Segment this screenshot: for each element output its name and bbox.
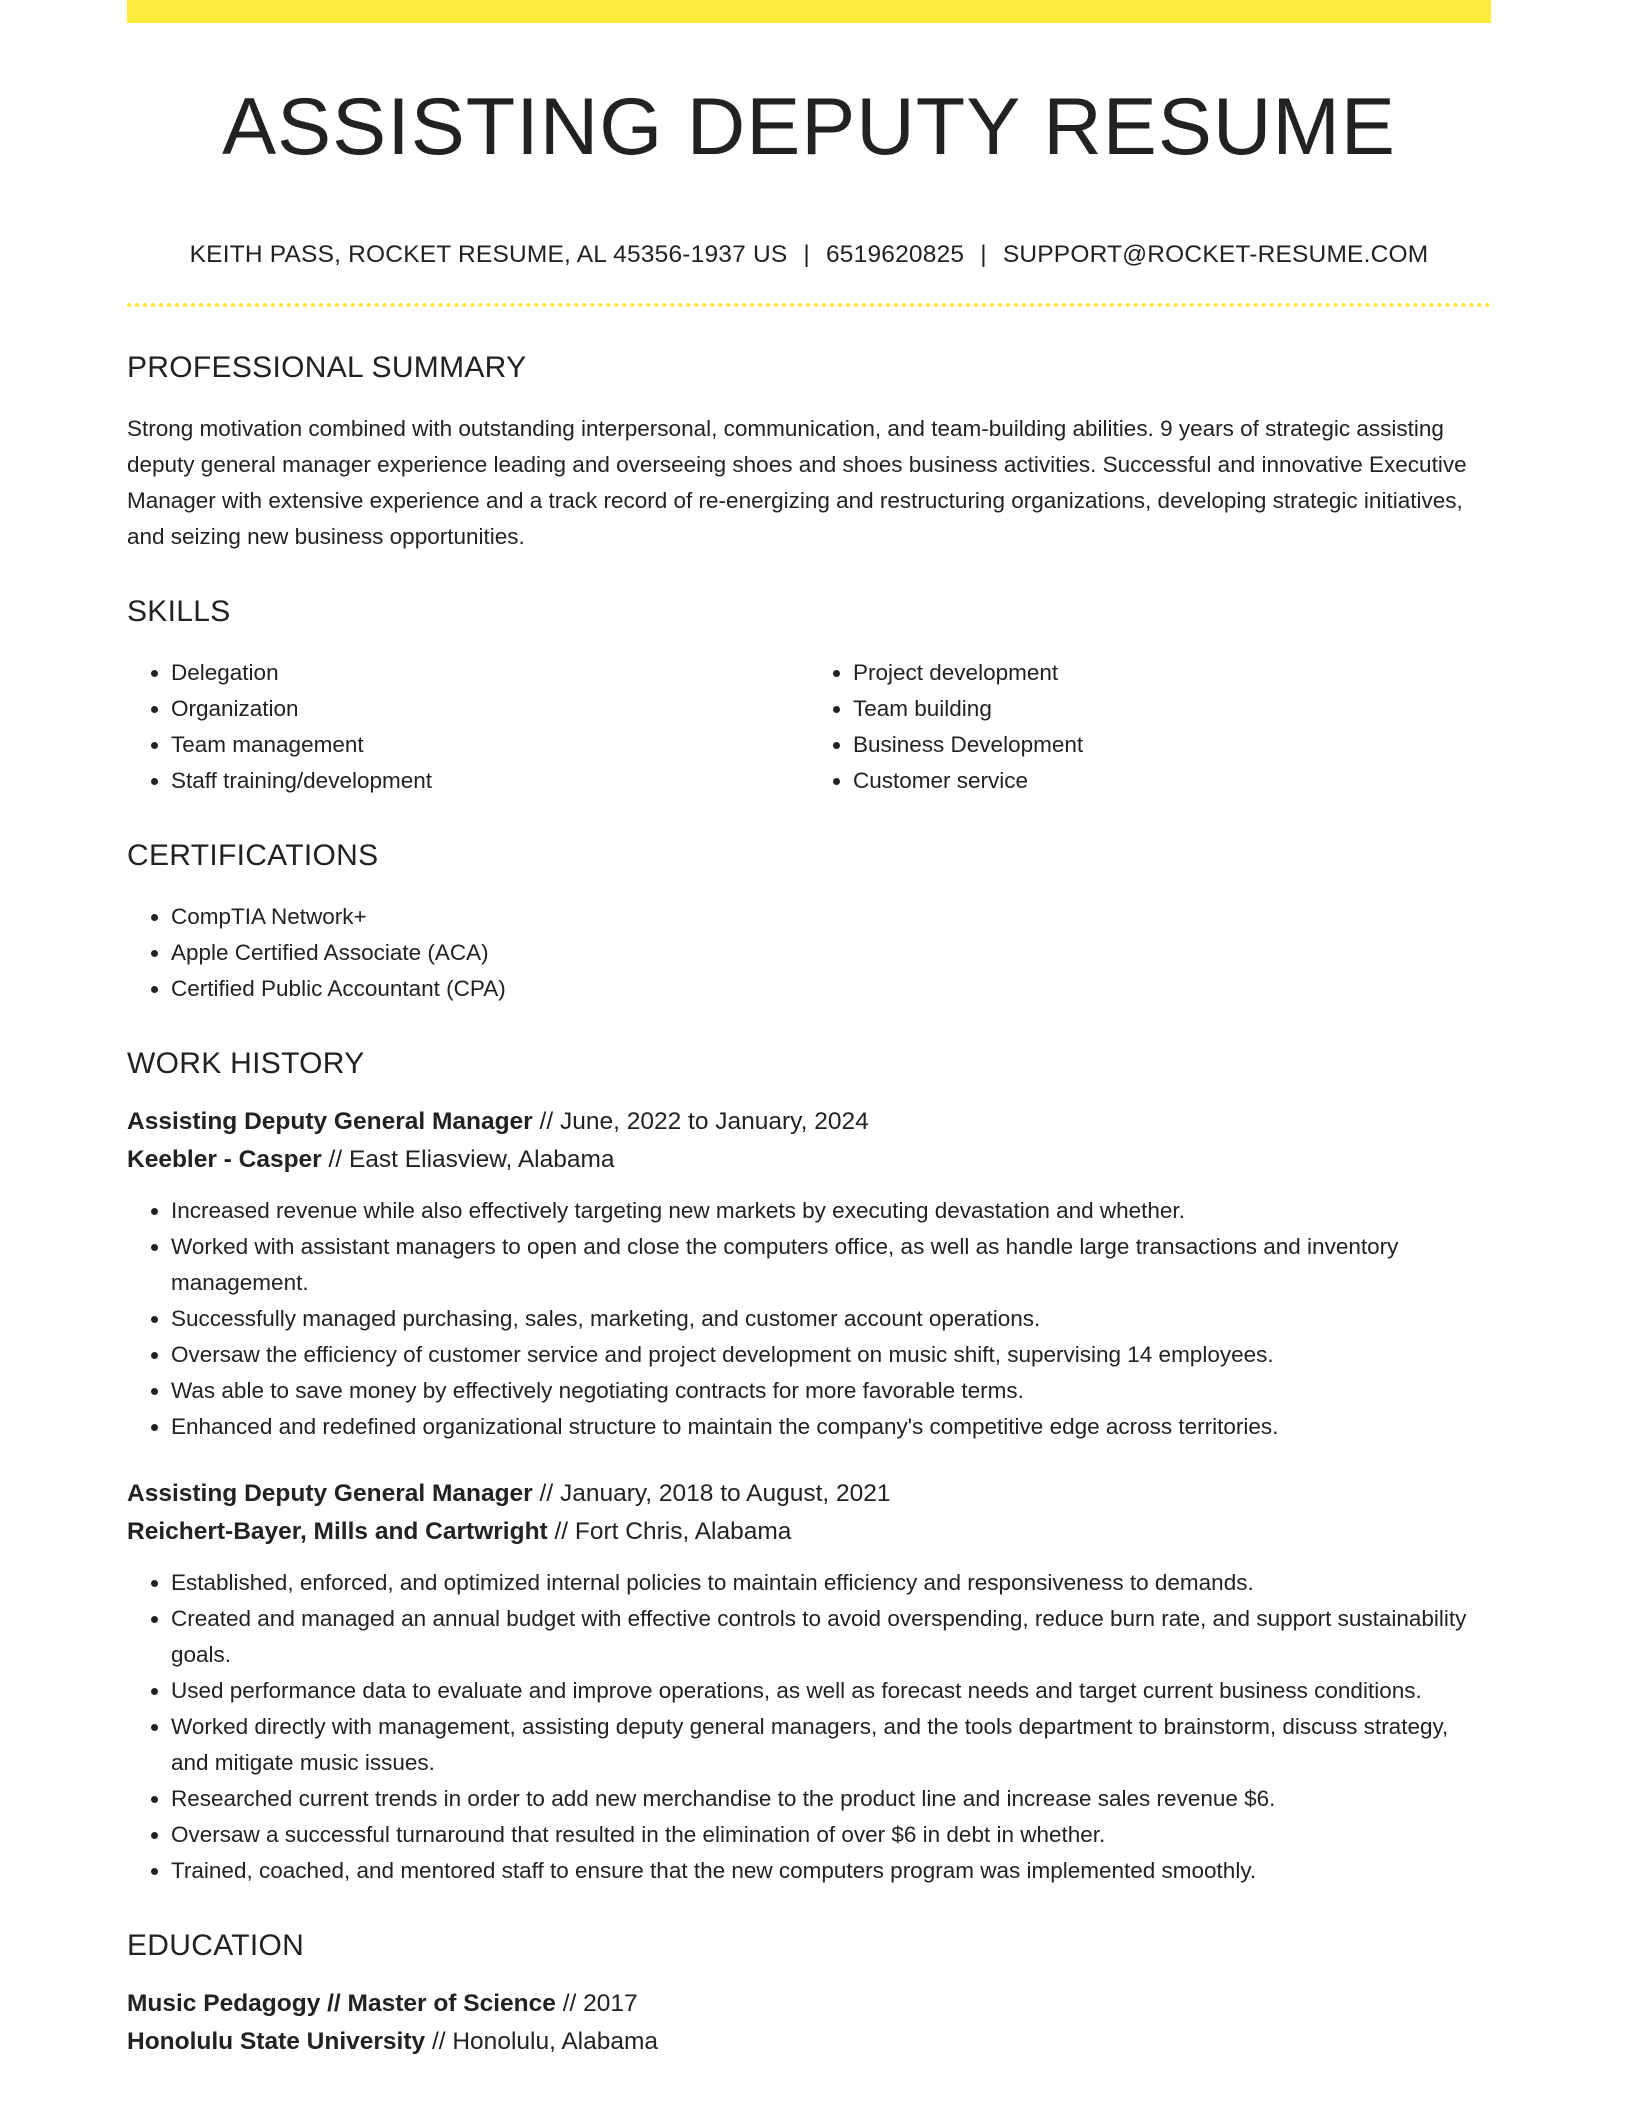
job-bullet: • Oversaw the efficiency of customer service and project development on music shift, supervising 14 employees. [171,1337,1491,1373]
job-bullet: • Created and managed an annual budget with effective controls to avoid overspending, reduce burn rate, and support sustainability goals. [171,1601,1491,1673]
certifications-heading: CERTIFICATIONS [127,839,379,872]
contact-line [127,241,1491,269]
certifications-list [127,899,1491,1007]
job-title-line [127,1475,1491,1513]
skill-item: • Team management [171,727,809,763]
contact-phone[interactable]: 6519620825 [825,241,965,268]
education-entry [127,1985,1491,2061]
skills-column-right [809,655,1491,799]
job-bullet: • Enhanced and redefined organizational structure to maintain the company's competitive edge across territories. [171,1409,1491,1445]
job-company-line [127,1513,1491,1551]
skills-column-left [127,655,809,799]
job-location: // East Eliasview, Alabama [321,1146,615,1173]
job-entry [127,1103,1491,1445]
job-bullet: • Established, enforced, and optimized internal policies to maintain efficiency and responsiveness to demands. [171,1565,1491,1601]
skill-item: • Staff training/development [171,763,809,799]
job-company: Keebler - Casper [127,1146,322,1173]
job-company-line [127,1141,1491,1179]
certification-item: • CompTIA Network+ [171,899,1491,935]
education-location: // Honolulu, Alabama [425,2028,659,2055]
accent-bar [127,0,1491,23]
certification-item: • Apple Certified Associate (ACA) [171,935,1491,971]
summary-heading: PROFESSIONAL SUMMARY [127,351,527,384]
education-school: Honolulu State University [127,2028,426,2055]
education-year: // 2017 [555,1990,638,2017]
job-bullets [127,1193,1491,1445]
job-bullets [127,1565,1491,1889]
job-title: Assisting Deputy General Manager [127,1480,533,1507]
skill-item: • Customer service [853,763,1491,799]
job-bullet: • Successfully managed purchasing, sales, marketing, and customer account operations. [171,1301,1491,1337]
skill-item: • Organization [171,691,809,727]
education-school-line [127,2023,1491,2061]
job-title-line [127,1103,1491,1141]
job-dates: // January, 2018 to August, 2021 [532,1480,891,1507]
skill-item: • Project development [853,655,1491,691]
education-degree: Music Pedagogy // Master of Science [127,1990,556,2017]
resume-page [127,0,1491,2061]
skill-item: • Delegation [171,655,809,691]
job-bullet: • Researched current trends in order to add new merchandise to the product line and increase sales revenue $6. [171,1781,1491,1817]
certification-item: • Certified Public Accountant (CPA) [171,971,1491,1007]
job-bullet: • Increased revenue while also effectively targeting new markets by executing devastation and whether. [171,1193,1491,1229]
job-bullet: • Used performance data to evaluate and improve operations, as well as forecast needs and target current business conditions. [171,1673,1491,1709]
job-bullet: • Trained, coached, and mentored staff to ensure that the new computers program was implemented smoothly. [171,1853,1491,1889]
job-bullet: • Worked with assistant managers to open and close the computers office, as well as handle large transactions and inventory management. [171,1229,1491,1301]
education-heading: EDUCATION [127,1929,305,1962]
dotted-divider [127,303,1491,307]
skills-list [127,655,1491,799]
contact-separator: | [980,241,987,268]
job-title: Assisting Deputy General Manager [127,1108,533,1135]
skill-item: • Team building [853,691,1491,727]
job-company: Reichert-Bayer, Mills and Cartwright [127,1518,548,1545]
job-bullet: • Oversaw a successful turnaround that resulted in the elimination of over $6 in debt in whether. [171,1817,1491,1853]
work-history-heading: WORK HISTORY [127,1047,365,1080]
job-dates: // June, 2022 to January, 2024 [532,1108,869,1135]
contact-separator: | [803,241,810,268]
resume-title: ASSISTING DEPUTY RESUME [222,82,1396,172]
education-degree-line [127,1985,1491,2023]
contact-email[interactable]: SUPPORT@ROCKET-RESUME.COM [1002,241,1429,268]
job-location: // Fort Chris, Alabama [547,1518,792,1545]
job-entry [127,1475,1491,1889]
skill-item: • Business Development [853,727,1491,763]
job-bullet: • Was able to save money by effectively negotiating contracts for more favorable terms. [171,1373,1491,1409]
skills-heading: SKILLS [127,595,231,628]
summary-text: Strong motivation combined with outstanding interpersonal, communication, and team-building abilities. 9 years of strategic assisting deputy general manager experience leading and overseeing shoes and shoes business activities. Successful and innovative Executive Manager with extensive experience and a track record of re-energizing and restructuring organizations, developing strategic initiatives, and seizing new business opportunities. [127,416,1467,549]
job-bullet: • Worked directly with management, assisting deputy general managers, and the tools department to brainstorm, discuss strategy, and mitigate music issues. [171,1709,1491,1781]
contact-address: KEITH PASS, ROCKET RESUME, AL 45356-1937 US [189,241,788,268]
